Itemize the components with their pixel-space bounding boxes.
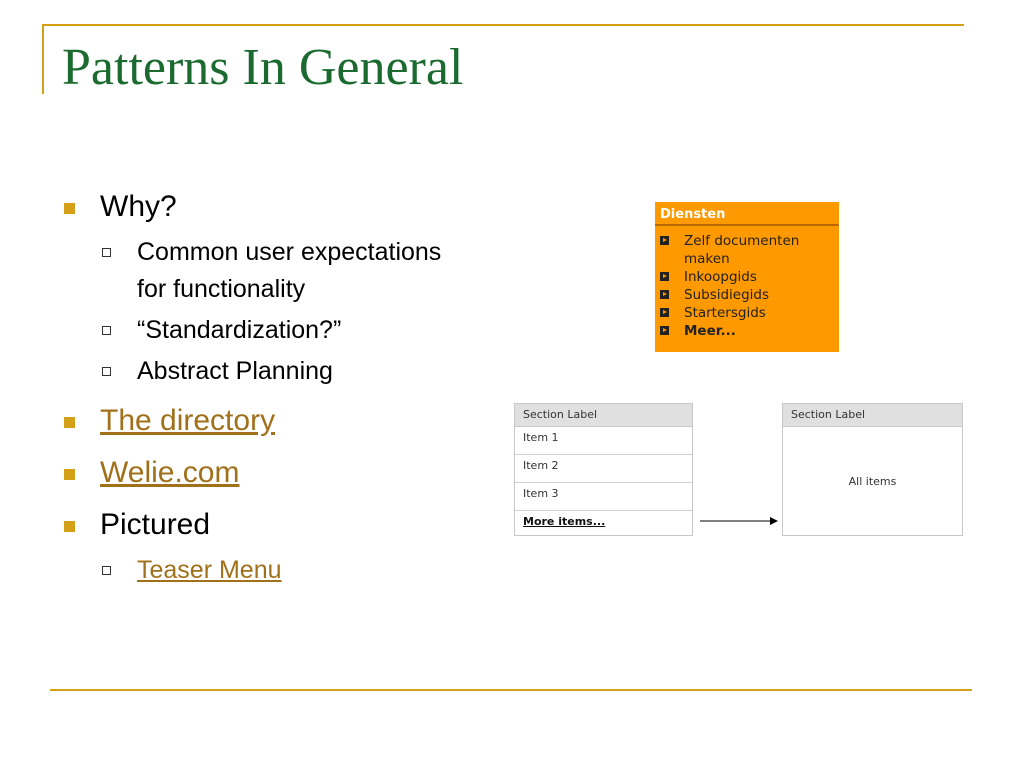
bullet-list <box>62 188 452 599</box>
left-rule <box>42 24 44 94</box>
teaser-menu-item[interactable] <box>660 286 839 304</box>
list-item[interactable]: Item 3 <box>515 483 692 511</box>
sub-bullet-text: Common user expectations for functionality <box>137 238 442 303</box>
all-items-text: All items <box>848 475 897 488</box>
teaser-menu-more[interactable] <box>660 322 839 340</box>
directory-link[interactable]: The directory <box>100 404 276 437</box>
sub-bullet <box>62 552 452 589</box>
slide-title: Patterns In General <box>62 39 464 96</box>
list-item[interactable]: Item 1 <box>515 427 692 455</box>
arrow-connector-icon <box>700 515 780 527</box>
sub-bullet <box>62 353 452 390</box>
teaser-menu-item[interactable] <box>660 232 839 268</box>
arrow-icon <box>660 272 669 281</box>
welie-link[interactable]: Welie.com <box>100 456 240 489</box>
teaser-menu-more-label: Meer... <box>684 323 736 339</box>
arrow-icon <box>660 326 669 335</box>
bullet-why <box>62 188 452 226</box>
teaser-menu-item-label: Subsidiegids <box>684 287 770 303</box>
teaser-menu-item[interactable] <box>660 304 839 322</box>
teaser-menu-link[interactable]: Teaser Menu <box>137 556 282 584</box>
bullet-welie <box>62 454 452 492</box>
all-items-box <box>782 403 963 536</box>
bullet-directory <box>62 402 452 440</box>
hollow-square-icon <box>102 326 111 335</box>
hollow-square-icon <box>102 566 111 575</box>
bullet-square-icon <box>64 417 75 428</box>
teaser-menu-item-label: Zelf documenten maken <box>684 233 800 267</box>
teaser-menu-list <box>655 226 839 340</box>
sub-bullet-text: Abstract Planning <box>137 357 333 385</box>
section-box <box>514 403 693 536</box>
bullet-square-icon <box>64 469 75 480</box>
hollow-square-icon <box>102 248 111 257</box>
bullet-pictured-text: Pictured <box>100 508 211 541</box>
bullet-pictured <box>62 506 452 544</box>
arrow-icon <box>660 236 669 245</box>
list-item[interactable]: Item 2 <box>515 455 692 483</box>
arrow-icon <box>660 290 669 299</box>
bullet-why-text: Why? <box>100 190 177 223</box>
arrow-icon <box>660 308 669 317</box>
more-items-link[interactable]: More items... <box>523 515 606 528</box>
teaser-menu-item-label: Startersgids <box>684 305 766 321</box>
hollow-square-icon <box>102 367 111 376</box>
teaser-menu-item-label: Inkoopgids <box>684 269 757 285</box>
sub-bullet-text: “Standardization?” <box>137 316 342 344</box>
top-rule <box>42 24 964 26</box>
bullet-square-icon <box>64 203 75 214</box>
teaser-menu-image <box>655 202 839 352</box>
section-label: Section Label <box>783 404 962 427</box>
teaser-menu-header: Diensten <box>655 202 839 226</box>
teaser-menu-item[interactable] <box>660 268 839 286</box>
bottom-rule <box>50 689 972 691</box>
bullet-square-icon <box>64 521 75 532</box>
sub-bullet <box>62 234 452 308</box>
section-label: Section Label <box>515 404 692 427</box>
sub-bullet <box>62 312 452 349</box>
